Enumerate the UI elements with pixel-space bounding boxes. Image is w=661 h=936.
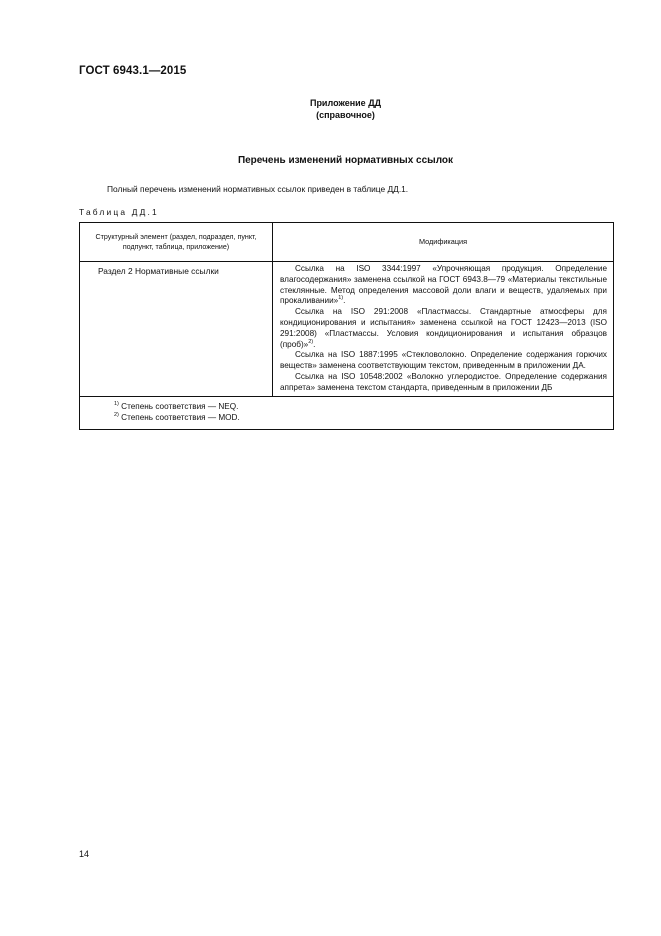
modification-item: Ссылка на ISO 291:2008 «Пластмассы. Стандартные атмосферы для кондиционирования и испытания» заменена ссылкой на ГОСТ 12423—2013 (ISO 291:2008) «Пластмассы. Условия кондиционирования и испытания образцов (проб)»$^{2)}$. — [280, 307, 607, 349]
table-caption: Таблица ДД.1 — [79, 207, 159, 217]
footnotes-row — [80, 396, 614, 429]
footnote-ref: 2) — [308, 338, 314, 345]
row-structural-element: Раздел 2 Нормативные ссылки — [80, 262, 273, 397]
intro-paragraph: Полный перечень изменений нормативных ссылок приведен в таблице ДД.1. — [107, 184, 409, 194]
annex-label: Приложение ДД — [309, 98, 382, 108]
modification-item: Ссылка на ISO 1887:1995 «Стекловолокно. Определение содержания горючих веществ» заменена соответствующим текстом, приведенным в приложении ДА. — [280, 350, 607, 371]
annex-subtitle: (справочное) — [316, 110, 375, 120]
row-modification — [273, 262, 614, 397]
annex-title — [0, 97, 661, 121]
footnote-2: $^{2)}$ Степень соответствия — MOD. — [114, 412, 240, 423]
page-number: 14 — [79, 849, 90, 859]
table-row — [80, 262, 614, 397]
section-heading: Перечень изменений нормативных ссылок — [237, 155, 454, 166]
header-modification: Модификация — [273, 223, 614, 262]
footnote-1: $^{1)}$ Степень соответствия — NEQ. — [114, 400, 239, 411]
modification-item: Ссылка на ISO 3344:1997 «Упрочняющая продукция. Определение влагосодержания» заменена ссылкой на ГОСТ 6943.8—79 «Материалы текстильные стеклянные. Метод определения массовой доли влаги и веществ, удаляемых при прокаливании»$^{1)}$. — [280, 264, 607, 306]
header-structural-element: Структурный элемент (раздел, подраздел, пункт, подпункт, таблица, приложение) — [80, 223, 273, 262]
document-code: ГОСТ 6943.1—2015 — [79, 65, 187, 77]
table-header-row — [80, 223, 614, 262]
references-table — [79, 222, 614, 430]
footnotes — [80, 396, 614, 429]
footnote-ref: 1) — [338, 295, 344, 302]
modification-item: Ссылка на ISO 10548:2002 «Волокно углеродистое. Определение содержания аппрета» заменена текстом стандарта, приведенным в приложении ДБ — [280, 371, 607, 392]
